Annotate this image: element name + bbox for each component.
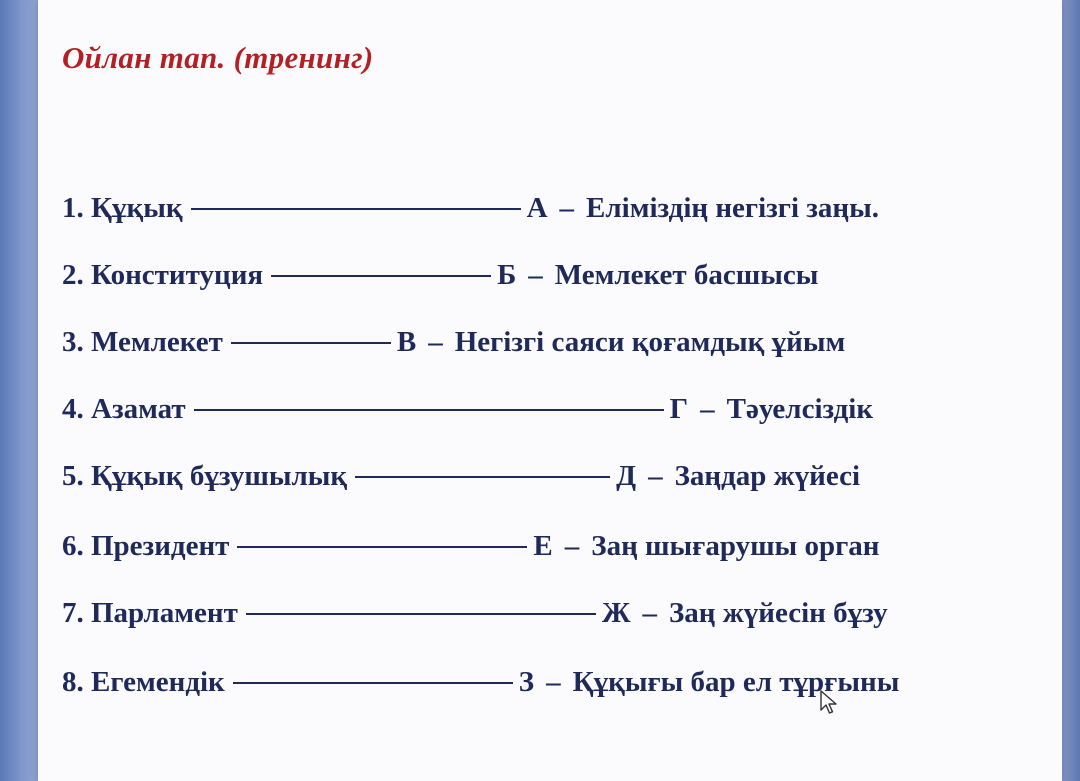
definition: Мемлекет басшысы	[554, 258, 819, 291]
mouse-pointer-icon	[820, 690, 838, 716]
matching-row-4	[62, 389, 873, 429]
answer-letter: Б	[497, 258, 517, 291]
definition: Заң жүйесін бұзу	[669, 596, 888, 629]
term: 7. Парламент	[62, 596, 238, 629]
dash-separator: –	[546, 665, 561, 698]
answer-letter: Д	[616, 459, 637, 492]
slide-title: Ойлан тап. (тренинг)	[62, 40, 374, 75]
matching-row-2	[62, 255, 818, 295]
dash-separator: –	[528, 258, 543, 291]
connector-line	[246, 613, 596, 615]
connector-line	[237, 546, 527, 548]
definition: Еліміздің негізгі заңы.	[586, 191, 880, 224]
dash-separator: –	[559, 191, 575, 224]
term: 6. Президент	[62, 529, 230, 562]
dash-separator: –	[700, 392, 715, 425]
term: 4. Азамат	[62, 392, 186, 425]
slide	[38, 0, 1062, 781]
matching-row-8	[62, 662, 899, 702]
definition: Заңдар жүйесі	[674, 459, 861, 492]
answer-letter: Е	[533, 529, 553, 562]
connector-line	[231, 342, 391, 344]
matching-row-1	[62, 188, 879, 228]
definition: Негізгі саяси қоғамдық ұйым	[454, 325, 846, 358]
dash-separator: –	[564, 529, 580, 562]
matching-row-6	[62, 526, 879, 566]
answer-letter: Г	[669, 392, 689, 425]
matching-row-7	[62, 593, 888, 633]
term: 2. Конституция	[62, 258, 264, 291]
matching-row-3	[62, 322, 845, 362]
dash-separator: –	[648, 459, 663, 492]
connector-line	[233, 682, 513, 684]
term: 8. Егемендік	[62, 665, 225, 698]
answer-letter: Ж	[601, 596, 631, 629]
dash-separator: –	[642, 596, 657, 629]
connector-line	[191, 208, 521, 210]
definition: Тәуелсіздік	[726, 392, 874, 425]
term: 1. Құқық	[62, 191, 183, 224]
term: 5. Құқық бұзушылық	[62, 459, 348, 492]
dash-separator: –	[428, 325, 443, 358]
connector-line	[355, 476, 610, 478]
definition: Заң шығарушы орган	[591, 529, 880, 562]
connector-line	[271, 275, 491, 277]
matching-row-5	[62, 456, 860, 496]
answer-letter: В	[396, 325, 417, 358]
definition: Құқығы бар ел тұрғыны	[572, 665, 900, 698]
answer-letter: З	[518, 665, 535, 698]
connector-line	[194, 409, 664, 411]
term: 3. Мемлекет	[62, 325, 223, 358]
answer-letter: А	[526, 191, 548, 224]
